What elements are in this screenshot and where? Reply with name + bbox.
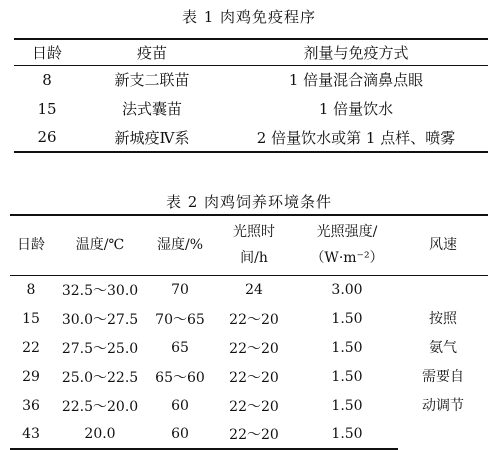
header-age: 日龄 xyxy=(10,215,52,275)
cell-temperature: 20.0 xyxy=(52,420,148,449)
cell-dose-method: 1 倍量饮水 xyxy=(318,100,394,118)
cell-light-time: 22～20 xyxy=(229,398,279,415)
cell-age: 43 xyxy=(10,420,52,449)
cell-temperature: 22.5～20.0 xyxy=(61,398,139,415)
header-light-intensity xyxy=(296,215,398,275)
header-wind: 风速 xyxy=(398,215,488,275)
cell-wind xyxy=(398,275,488,449)
header-light-time-line2: 间/h xyxy=(240,250,268,267)
cell-light-intensity: 1.50 xyxy=(331,397,363,414)
cell-light-intensity: 1.50 xyxy=(331,368,363,385)
wind-line: 氨气 xyxy=(429,339,457,356)
cell-humidity: 70 xyxy=(171,281,189,298)
header-light-time xyxy=(212,215,296,275)
cell-light-intensity: 1.50 xyxy=(331,310,363,327)
wind-line: 动调节 xyxy=(422,397,464,414)
cell-humidity: 60 xyxy=(148,420,212,449)
cell-light-intensity: 1.50 xyxy=(296,420,398,449)
cell-age: 26 xyxy=(14,123,80,152)
cell-age: 8 xyxy=(42,70,52,89)
table1-caption: 表 1 肉鸡免疫程序 xyxy=(181,8,317,26)
table-row xyxy=(14,65,488,94)
cell-humidity: 65～60 xyxy=(155,369,205,386)
cell-light-time: 22～20 xyxy=(229,369,279,386)
cell-light-time: 22～20 xyxy=(212,420,296,449)
cell-temperature: 25.0～22.5 xyxy=(61,369,139,386)
cell-dose-method: 2 倍量饮水或第 1 点样、喷雾 xyxy=(224,123,488,152)
header-temperature: 温度/℃ xyxy=(52,215,148,275)
cell-light-time: 22～20 xyxy=(229,340,279,357)
cell-light-intensity: 3.00 xyxy=(331,281,363,298)
header-vaccine: 疫苗 xyxy=(80,39,224,65)
cell-age: 15 xyxy=(22,310,40,327)
header-humidity: 湿度/% xyxy=(148,215,212,275)
environment-table xyxy=(10,214,488,450)
cell-age: 36 xyxy=(22,397,40,414)
table-header-row xyxy=(14,39,488,65)
cell-light-time: 24 xyxy=(245,281,263,298)
cell-light-intensity: 1.50 xyxy=(331,339,363,356)
cell-vaccine: 法式囊苗 xyxy=(121,100,182,118)
cell-dose-method: 1 倍量混合滴鼻点眼 xyxy=(288,71,424,90)
cell-age: 22 xyxy=(22,339,40,356)
header-age: 日龄 xyxy=(14,39,80,65)
table-header-row xyxy=(10,215,488,275)
cell-temperature: 30.0～27.5 xyxy=(61,311,139,328)
cell-age: 29 xyxy=(22,368,40,385)
table2-caption: 表 2 肉鸡饲养环境条件 xyxy=(165,193,333,211)
cell-humidity: 65 xyxy=(171,339,189,356)
cell-age: 15 xyxy=(37,99,57,118)
wind-line: 需要自 xyxy=(422,368,464,385)
table-row xyxy=(14,123,488,152)
cell-vaccine: 新城疫Ⅳ系 xyxy=(80,123,224,152)
table-row xyxy=(14,94,488,123)
wind-line: 按照 xyxy=(429,310,457,327)
cell-age: 8 xyxy=(26,281,36,298)
header-light-time-line1: 光照时 xyxy=(233,224,275,241)
cell-humidity: 60 xyxy=(171,397,189,414)
table-row xyxy=(10,275,488,304)
cell-light-time: 22～20 xyxy=(229,311,279,328)
header-light-intensity-line2: （W·m⁻²） xyxy=(310,250,384,267)
header-light-intensity-line1: 光照强度/ xyxy=(316,224,378,241)
immunization-table xyxy=(14,38,488,153)
header-dose-method: 剂量与免疫方式 xyxy=(224,39,488,65)
cell-humidity: 70～65 xyxy=(155,311,205,328)
cell-temperature: 27.5～25.0 xyxy=(61,340,139,357)
cell-temperature: 32.5～30.0 xyxy=(61,282,139,299)
cell-vaccine: 新支二联苗 xyxy=(114,71,190,90)
